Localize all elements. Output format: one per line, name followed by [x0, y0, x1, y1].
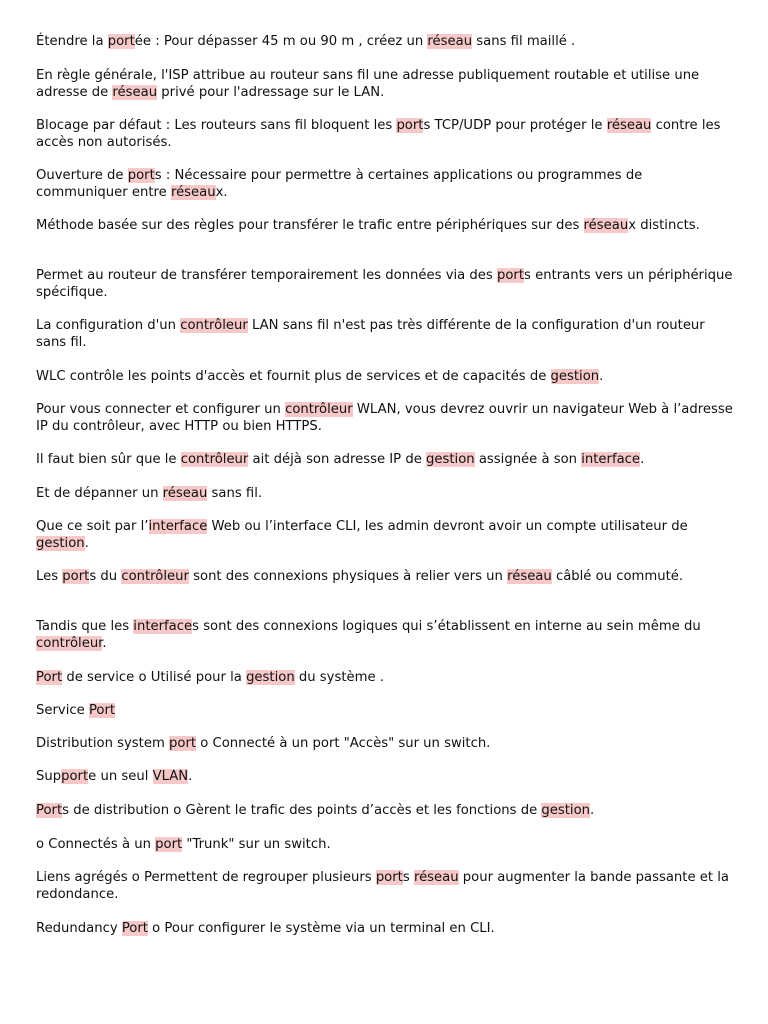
text-run: x distincts.: [628, 218, 700, 233]
paragraph: [36, 452, 736, 469]
highlighted-term: réseau: [583, 218, 629, 233]
highlighted-term: port: [107, 34, 135, 49]
paragraph: [36, 803, 736, 820]
paragraph: [36, 168, 736, 201]
paragraph: [36, 670, 736, 687]
text-run: contre les accès non autorisés.: [36, 118, 721, 150]
paragraph: [36, 318, 736, 351]
highlighted-term: contrôleur: [180, 318, 248, 333]
paragraph: [36, 218, 736, 235]
text-run: o Pour configurer le système via un terminal en CLI.: [147, 921, 495, 936]
text-run: o Connecté à un port "Accès" sur un switch.: [196, 736, 491, 751]
text-run: sont des connexions physiques à relier vers un: [188, 569, 508, 584]
text-run: En règle générale, l'ISP attribue au routeur sans fil une adresse publiquement routable et utilise une adresse de: [36, 68, 700, 100]
paragraph: [36, 921, 736, 938]
text-run: Et de dépanner un: [36, 486, 163, 501]
highlighted-term: réseau: [507, 569, 552, 584]
text-run: s sont des connexions logiques qui s’établissent en interne au sein même du: [192, 619, 701, 634]
text-run: s entrants vers un périphérique spécifique.: [36, 268, 733, 300]
text-run: Redundancy: [36, 921, 122, 936]
text-run: "Trunk" sur un switch.: [182, 837, 331, 852]
text-run: .: [640, 452, 645, 467]
text-run: pour augmenter la bande passante et la redondance.: [36, 870, 729, 902]
text-run: Pour vous connecter et configurer un: [36, 402, 286, 417]
text-run: assignée à son: [474, 452, 582, 467]
paragraph: [36, 34, 736, 51]
highlighted-term: gestion: [550, 369, 600, 384]
text-run: WLAN, vous devrez ouvrir un navigateur Web à l’adresse IP du contrôleur, avec HTTP ou bien HTTPS.: [36, 402, 733, 434]
highlighted-term: port: [62, 569, 90, 584]
paragraph: [36, 369, 736, 386]
paragraph: [36, 519, 736, 552]
highlighted-term: port: [169, 736, 197, 751]
text-run: La configuration d'un: [36, 318, 181, 333]
text-run: .: [84, 535, 89, 551]
text-run: Il faut bien sûr que le: [36, 452, 181, 467]
highlighted-term: contrôleur: [121, 569, 189, 584]
text-run: sans fil.: [207, 486, 263, 501]
text-run: .: [599, 369, 604, 384]
paragraph: [36, 619, 736, 652]
text-run: e un seul: [88, 769, 153, 784]
text-run: s TCP/UDP pour protéger le: [423, 118, 607, 133]
highlighted-term: port: [127, 168, 155, 183]
highlighted-term: VLAN: [152, 769, 189, 784]
text-run: câblé ou commuté.: [551, 569, 684, 584]
text-run: Sup: [36, 769, 62, 784]
paragraph: [36, 569, 736, 586]
text-run: Tandis que les: [36, 619, 134, 634]
paragraph: [36, 870, 736, 903]
text-run: LAN sans fil n'est pas très différente de la configuration d'un routeur sans fil.: [36, 318, 705, 350]
text-run: .: [590, 803, 595, 818]
text-run: Permet au routeur de transférer temporairement les données via des: [36, 268, 497, 283]
paragraph: [36, 703, 736, 720]
text-run: WLC contrôle les points d'accès et fournit plus de services et de capacités de: [36, 369, 551, 384]
text-run: x.: [215, 184, 228, 200]
text-run: Ouverture de: [36, 168, 128, 183]
text-run: s: [402, 870, 414, 885]
highlighted-term: gestion: [36, 535, 85, 551]
highlighted-term: réseau: [112, 84, 158, 100]
highlighted-term: gestion: [426, 452, 475, 467]
text-run: ait déjà son adresse IP de: [248, 452, 427, 467]
text-run: o Connectés à un: [36, 837, 156, 852]
highlighted-term: réseau: [606, 118, 652, 133]
paragraph: [36, 268, 736, 301]
text-run: ée : Pour dépasser 45 m ou 90 m , créez un: [134, 34, 428, 49]
text-run: de service o Utilisé pour la: [62, 670, 247, 685]
paragraph: [36, 736, 736, 753]
text-run: sans fil maillé .: [472, 34, 576, 49]
text-run: Liens agrégés o Permettent de regrouper plusieurs: [36, 870, 376, 885]
paragraph: [36, 486, 736, 503]
highlighted-term: Port: [36, 670, 63, 685]
paragraph: [36, 118, 736, 151]
highlighted-term: réseau: [427, 34, 473, 49]
highlighted-term: gestion: [541, 803, 591, 818]
text-run: .: [188, 769, 193, 784]
text-run: Distribution system: [36, 736, 169, 751]
text-run: Les: [36, 569, 63, 584]
text-run: s de distribution o Gèrent le trafic des points d’accès et les fonctions de: [62, 803, 542, 818]
highlighted-term: port: [375, 870, 403, 885]
highlighted-term: Port: [36, 803, 63, 818]
highlighted-term: interface: [581, 452, 641, 467]
text-run: privé pour l'adressage sur le LAN.: [157, 84, 385, 100]
paragraph: [36, 837, 736, 854]
highlighted-term: contrôleur: [180, 452, 249, 467]
highlighted-term: port: [496, 268, 525, 283]
highlighted-term: réseau: [170, 184, 216, 200]
text-run: Blocage par défaut : Les routeurs sans fil bloquent les: [36, 118, 397, 133]
highlighted-term: interface: [148, 519, 208, 534]
highlighted-term: contrôleur: [36, 635, 103, 651]
highlighted-term: interface: [133, 619, 193, 634]
text-run: Étendre la: [36, 34, 108, 49]
text-run: .: [102, 635, 107, 651]
highlighted-term: Port: [121, 921, 148, 936]
highlighted-term: gestion: [246, 670, 295, 685]
text-run: Méthode basée sur des règles pour transférer le trafic entre périphériques sur des: [36, 218, 584, 233]
highlighted-term: contrôleur: [285, 402, 353, 417]
text-run: Que ce soit par l’: [36, 519, 149, 534]
text-run: s : Nécessaire pour permettre à certaines applications ou programmes de communiquer entre: [36, 168, 643, 200]
text-run: Service: [36, 703, 89, 718]
paragraph: [36, 769, 736, 786]
highlighted-term: port: [155, 837, 183, 852]
paragraph: [36, 68, 736, 101]
highlighted-term: réseau: [162, 486, 208, 501]
text-run: Web ou l’interface CLI, les admin devront avoir un compte utilisateur de: [207, 519, 688, 534]
highlighted-term: Port: [88, 703, 116, 718]
text-run: du système .: [294, 670, 384, 685]
text-run: s du: [89, 569, 122, 584]
highlighted-term: port: [396, 118, 424, 133]
highlighted-term: port: [61, 769, 89, 784]
paragraph: [36, 402, 736, 435]
highlighted-term: réseau: [413, 870, 459, 885]
